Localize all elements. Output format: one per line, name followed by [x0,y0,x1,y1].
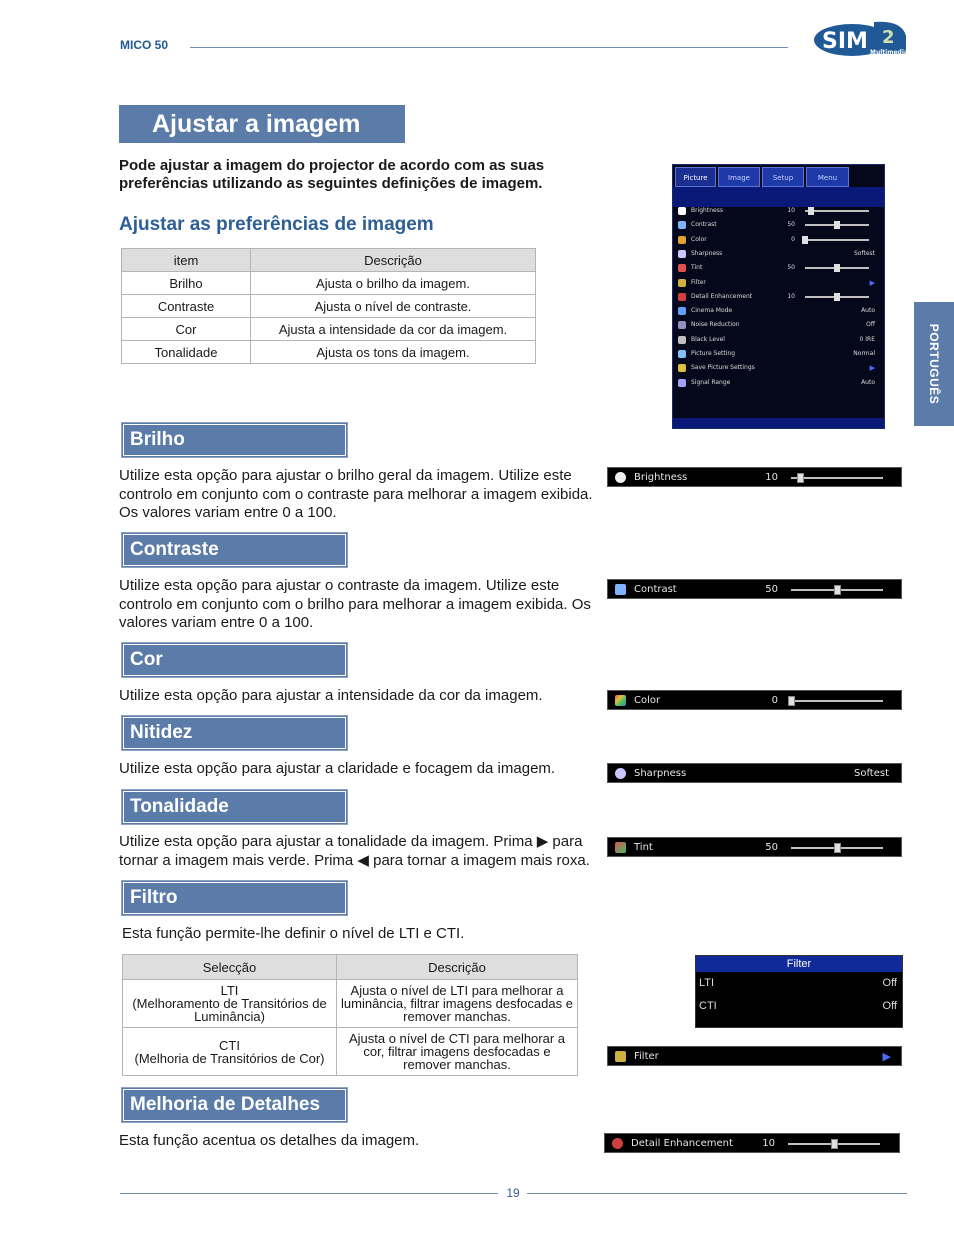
osd-value: 50 [765,584,778,595]
right-arrow-icon[interactable]: ▶ [882,1050,891,1063]
menu-item-value: Auto [861,307,875,315]
tab-picture[interactable]: Picture [675,167,716,187]
osd-sharpness-bar [607,763,902,783]
menu-item-icon [678,350,686,358]
table-cell: Ajusta os tons da imagem. [251,341,536,364]
menu-item[interactable] [677,205,879,217]
sim2-logo [812,18,910,58]
osd-value: Softest [853,768,889,779]
menu-item-slider[interactable] [805,239,869,241]
table-cell: CTI (Melhoria de Transitórios de Cor) [123,1028,337,1076]
menu-item-slider[interactable] [805,267,869,269]
sun-icon [615,472,626,483]
menu-item-icon [678,379,686,387]
page-number: 19 [506,1186,520,1200]
menu-item-label: Sharpness [691,249,723,257]
menu-item[interactable] [677,234,879,246]
menu-item[interactable] [677,262,879,274]
menu-item-value: 10 [787,292,795,300]
slider-knob[interactable] [834,585,841,595]
menu-item-value: 0 IRE [859,335,875,343]
section-tonalidade-heading: Tonalidade [121,789,348,825]
menu-item-slider[interactable] [805,296,869,298]
osd-label: Tint [634,842,653,853]
menu-item-label: Signal Range [691,378,731,386]
header-model: MICO 50 [120,38,169,52]
slider-knob[interactable] [834,293,840,301]
menu-item-icon [678,336,686,344]
slider-knob[interactable] [834,843,841,853]
tab-setup[interactable]: Setup [762,167,804,187]
osd-label: Filter [634,1051,659,1062]
page-title: Ajustar a imagem [119,105,405,143]
osd-color-bar [607,690,902,710]
menu-item[interactable] [677,348,879,360]
table-cell: Ajusta o nível de CTI para melhorar a cor, filtrar imagens desfocadas e remover manchas. [337,1028,578,1076]
menu-item-icon [678,321,686,329]
osd-contrast-bar [607,579,902,599]
menu-item-icon [678,364,686,372]
svg-text:2: 2 [882,27,895,48]
menu-item-value: Softest [853,249,875,257]
osd-label: Sharpness [634,768,687,779]
settings-table [121,248,536,364]
menu-item[interactable] [677,334,879,346]
osd-label: Contrast [634,584,677,595]
section-brilho-text: Utilize esta opção para ajustar o brilho geral da imagem. Utilize este controlo em conjunto com o contraste para melhorar a imagem exibida. Os valores variam entre 0 a 100. [119,467,593,521]
menu-item-icon [678,207,686,215]
table-row [122,341,536,364]
table-row [123,1028,578,1076]
menu-item-label: Detail Enhancement [691,292,753,300]
osd-value: 10 [765,472,778,483]
menu-item-label: Noise Reduction [691,321,740,329]
osd-tint-bar [607,837,902,857]
menu-item-value: Normal [853,350,875,357]
menu-item-label: Color [691,235,707,243]
filter-row-label: CTI [699,1000,717,1012]
table-cell: LTI (Melhoramento de Transitórios de Luminância) [123,980,337,1028]
menu-item-value: 50 [787,221,795,229]
table-header: item [122,249,251,272]
osd-label: Detail Enhancement [631,1138,733,1149]
table-header: Descrição [251,249,536,272]
sharpness-icon [615,768,626,779]
menu-item-label: Filter [691,278,706,286]
color-palette-icon [615,695,626,706]
osd-value: 50 [765,842,778,853]
filter-row-lti[interactable] [699,977,897,989]
menu-item-value: Auto [861,378,875,386]
table-row [123,980,578,1028]
slider-knob[interactable] [802,236,808,244]
section-melhoria-text: Esta função acentua os detalhes da imagem. [119,1132,420,1149]
osd-detail-bar [604,1133,900,1153]
menu-item-value: 10 [787,207,795,214]
menu-item[interactable] [677,277,879,289]
section-nitidez-heading: Nitidez [121,715,348,751]
menu-item[interactable] [677,291,879,303]
menu-item-icon [678,250,686,258]
filter-icon [615,1051,626,1062]
table-cell: Ajusta o nível de contraste. [251,295,536,318]
language-tab-label: PORTUGUÊS [927,323,941,405]
intro-text: Pode ajustar a imagem do projector de acordo com as suas preferências utilizando as seguintes definições de imagem. [119,157,545,192]
table-cell: Ajusta o brilho da imagem. [251,272,536,295]
menu-item-label: Contrast [691,221,717,229]
menu-item[interactable] [677,362,879,374]
menu-item-label: Cinema Mode [691,307,733,315]
slider-knob[interactable] [831,1139,838,1149]
osd-label: Brightness [634,472,688,483]
slider-knob[interactable] [797,473,804,483]
section-nitidez-text: Utilize esta opção para ajustar a claridade e focagem da imagem. [119,760,556,777]
section-contraste-heading: Contraste [121,532,348,568]
menu-item-value: 0 [791,235,795,243]
menu-item[interactable] [677,248,879,260]
osd-slider[interactable] [791,700,883,702]
filter-table [122,954,578,1076]
section-brilho-heading: Brilho [121,422,348,458]
slider-knob[interactable] [834,264,840,272]
contrast-icon [615,584,626,595]
footer-rule [527,1193,907,1194]
section-cor-text: Utilize esta opção para ajustar a intensidade da cor da imagem. [119,687,543,704]
section-tonalidade-text: Utilize esta opção para ajustar a tonalidade da imagem. Prima ▶ para tornar a imagem mais verde. Prima ◀ para tornar a imagem mais roxa. [119,833,590,869]
osd-label: Color [634,695,661,706]
menu-item-value: Off [866,321,875,329]
menu-item-icon [678,221,686,229]
filter-row-label: LTI [699,977,715,989]
table-header: Descrição [337,955,578,980]
slider-knob[interactable] [808,207,814,215]
subheading: Ajustar as preferências de imagem [119,214,434,235]
osd-slider[interactable] [788,1143,880,1145]
detail-enhancement-icon [612,1138,623,1149]
menu-item-label: Save Picture Settings [691,364,755,372]
menu-item[interactable] [677,319,879,331]
slider-knob[interactable] [788,696,795,706]
table-cell: Brilho [122,272,251,295]
osd-slider[interactable] [791,847,883,849]
menu-item-slider[interactable] [805,210,869,212]
section-filtro-text: Esta função permite-lhe definir o nível de LTI e CTI. [122,925,465,942]
section-filtro-heading: Filtro [121,880,348,916]
osd-filter-bar [607,1046,902,1066]
table-cell: Contraste [122,295,251,318]
slider-knob[interactable] [834,221,840,229]
section-cor-heading: Cor [121,642,348,678]
filter-row-value: Off [882,977,897,989]
menu-item-icon [678,307,686,315]
osd-brightness-bar [607,467,902,487]
menu-item-label: Black Level [691,335,725,343]
menu-bottom-bar [673,418,884,428]
menu-item-label: Tint [691,264,703,272]
menu-item-icon [678,293,686,301]
table-row [122,295,536,318]
osd-picture-menu [672,164,885,429]
menu-title-bar [673,187,884,207]
right-arrow-icon: ▶ [869,278,875,287]
table-header: Selecção [123,955,337,980]
table-row [122,272,536,295]
osd-slider[interactable] [791,477,883,479]
filter-row-cti[interactable] [699,1000,897,1012]
osd-slider[interactable] [791,589,883,591]
menu-item[interactable] [677,305,879,317]
table-cell: Tonalidade [122,341,251,364]
footer-rule [120,1193,498,1194]
tab-menu[interactable]: Menu [806,167,849,187]
svg-text:Multimedia: Multimedia [870,49,908,56]
table-cell: Cor [122,318,251,341]
filter-row-value: Off [882,1000,897,1012]
right-arrow-icon: ▶ [869,364,875,373]
tab-image[interactable]: Image [718,167,760,187]
table-cell: Ajusta o nível de LTI para melhorar a luminância, filtrar imagens desfocadas e remover manchas. [337,980,578,1028]
osd-filter-popup [695,955,903,1028]
tint-icon [615,842,626,853]
svg-text:SIM: SIM [822,29,868,54]
menu-item-icon [678,279,686,287]
osd-value: 0 [771,695,778,706]
menu-item[interactable] [677,219,879,231]
menu-item[interactable] [677,377,879,389]
filter-popup-title: Filter [696,956,902,972]
header-rule [190,47,788,48]
menu-item-slider[interactable] [805,224,869,226]
menu-item-icon [678,264,686,272]
osd-value: 10 [762,1138,775,1149]
section-melhoria-heading: Melhoria de Detalhes [121,1087,348,1123]
section-contraste-text: Utilize esta opção para ajustar o contraste da imagem. Utilize este controlo em conjunto com o brilho para melhorar a imagem exibida. Os valores variam entre 0 a 100. [119,577,591,631]
menu-item-icon [678,236,686,244]
menu-item-value: 50 [787,264,795,272]
table-row [122,318,536,341]
table-cell: Ajusta a intensidade da cor da imagem. [251,318,536,341]
menu-item-label: Picture Setting [691,350,736,357]
menu-item-label: Brightness [691,207,723,214]
